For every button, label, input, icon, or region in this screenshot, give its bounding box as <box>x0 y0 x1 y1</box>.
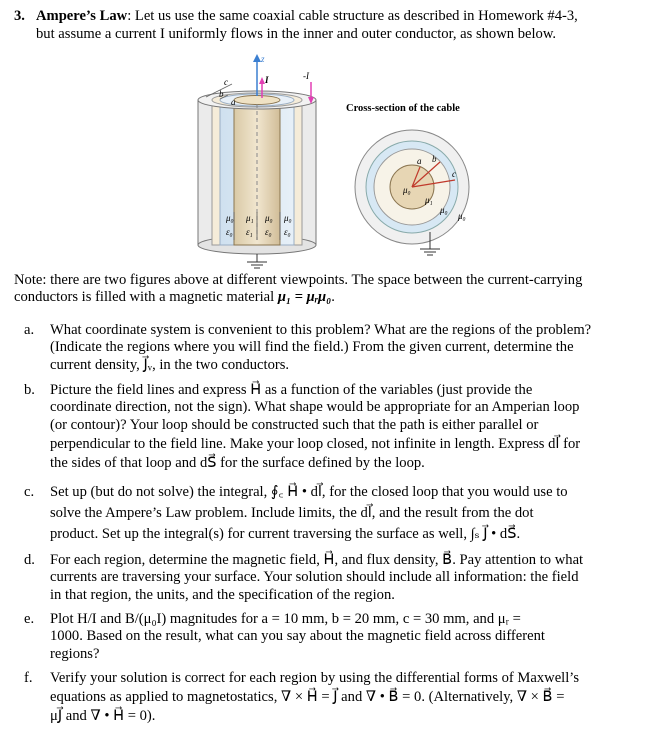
cs-b-label: b <box>432 154 437 164</box>
note-line2-end: . <box>331 289 335 305</box>
eps-label-3: ε₀ <box>265 227 272 237</box>
cable-cross-section <box>355 130 469 255</box>
question-text-line: product. Set up the integral(s) for current traversing the surface as well, ∫ₛ J⃗ • dS⃗. <box>50 526 521 542</box>
question-text-line: current density, J⃗ᵥ, in the two conductors. <box>50 357 290 373</box>
z-axis-label: z <box>261 54 265 64</box>
cs-a-label: a <box>417 156 422 166</box>
question-text-line: regions? <box>50 646 100 662</box>
question-text-line: Picture the field lines and express H⃗ as a function of the variables (just provide the <box>50 382 533 398</box>
cs-mu0-inner: μ₀ <box>403 185 411 195</box>
problem-intro-line1: : Let us use the same coaxial cable structure as described in Homework #4-3, <box>127 8 578 24</box>
question-letter: f. <box>24 670 33 686</box>
question-text-line: solve the Ampere’s Law problem. Include limits, the dl⃗, and the result from the dot <box>50 505 534 521</box>
coaxial-cable-figures <box>0 0 666 270</box>
neg-current-label: -I <box>303 71 309 81</box>
current-label: I <box>265 75 269 85</box>
note-line1: Note: there are two figures above at different viewpoints. The space between the current-carrying <box>14 272 583 288</box>
eps-label-4: ε₀ <box>284 227 291 237</box>
problem-title: Ampere’s Law <box>36 8 128 24</box>
note-line2 <box>14 289 335 306</box>
question-text-line: (Indicate the regions where you will find the field.) From the given current, determine the <box>50 339 574 355</box>
inner-conductor-top <box>234 96 280 105</box>
z-arrow-icon <box>253 54 261 62</box>
question-text-line: perpendicular to the field line. Make your loop closed, not infinite in length. Express dl⃗ for <box>50 436 581 452</box>
question-text-line: For each region, determine the magnetic field, H⃗, and flux density, B⃗. Pay attention to what <box>50 552 584 568</box>
question-text-line: Set up (but do not solve) the integral, ∮꜀ H⃗ • dl⃗, for the closed loop that you would use to <box>50 484 568 500</box>
question-text-line: Verify your solution is correct for each region by using the differential forms of Maxwell’s <box>50 670 580 686</box>
cs-mu0-ring: μ₀ <box>440 205 448 215</box>
question-letter: b. <box>24 382 35 398</box>
mu-label-2: μ₁ <box>246 213 254 223</box>
note-line2-text: conductors is filled with a magnetic material <box>14 289 278 305</box>
c-label: c <box>224 77 228 87</box>
question-letter: c. <box>24 484 35 500</box>
problem-number: 3. <box>14 8 25 24</box>
problem-intro-line2: but assume a current I uniformly flows in the inner and outer conductor, as shown below. <box>36 26 557 42</box>
question-text-line: coordinate direction, not the sign). What shape would be appropriate for an Amperian loop <box>50 399 580 415</box>
question-text-line: (or contour)? Your loop should be constructed such that the path is either parallel or <box>50 417 539 433</box>
question-text-line: μJ⃗ and ∇ • H⃗ = 0). <box>50 708 156 724</box>
question-text-line: Plot H/I and B/(μ₀I) magnitudes for a = 10 mm, b = 20 mm, c = 30 mm, and μᵣ = <box>50 611 521 627</box>
cross-section-title: Cross-section of the cable <box>346 103 460 114</box>
note-formula: μ₁ = μᵣμ₀ <box>277 289 332 305</box>
cable-3d-view <box>198 54 316 268</box>
cs-c-label: c <box>452 169 456 179</box>
a-label: a <box>231 97 236 107</box>
cs-mu1: μ₁ <box>425 195 433 205</box>
mu-label-1: μ₀ <box>226 213 234 223</box>
question-text-line: in that region, the units, and the specification of the region. <box>50 587 395 603</box>
question-letter: d. <box>24 552 35 568</box>
question-text-line: What coordinate system is convenient to this problem? What are the regions of the problem? <box>50 322 592 338</box>
question-letter: e. <box>24 611 35 627</box>
cs-mu0-outside: μ₀ <box>458 211 466 221</box>
eps-label-2: ε₁ <box>246 227 253 237</box>
question-text-line: 1000. Based on the result, what can you say about the magnetic field across different <box>50 628 545 644</box>
mu-label-4: μ₀ <box>284 213 292 223</box>
b-label: b <box>219 89 224 99</box>
question-text-line: the sides of that loop and dS⃗ for the surface defined by the loop. <box>50 455 425 471</box>
question-letter: a. <box>24 322 35 338</box>
mu-label-3: μ₀ <box>265 213 273 223</box>
eps-label-1: ε₀ <box>226 227 233 237</box>
question-text-line: equations as applied to magnetostatics, ∇ × H⃗ = J⃗ and ∇ • B⃗ = 0. (Alternatively, ∇ × B⃗ = <box>50 689 565 705</box>
question-text-line: currents are traversing your surface. Your solution should include all information: the field <box>50 569 579 585</box>
